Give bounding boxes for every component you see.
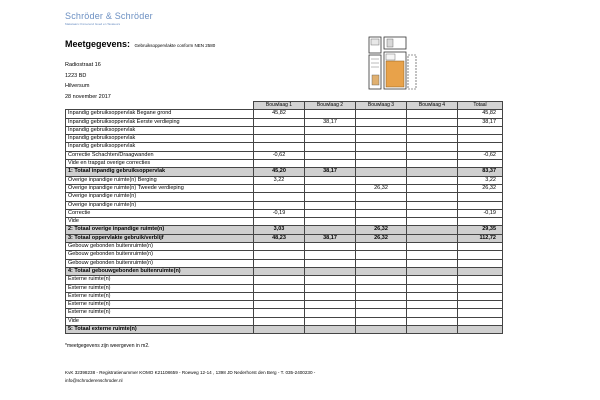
row-value-cell xyxy=(407,234,458,242)
row-value-cell xyxy=(407,126,458,134)
row-label: 1: Totaal inpandig gebruiksoppervlak xyxy=(66,168,254,176)
row-value-cell xyxy=(356,143,407,151)
row-value-cell xyxy=(356,110,407,118)
page-title: Meetgegevens: xyxy=(65,39,131,49)
footnote: *meetgegevens zijn weergeven in m2. xyxy=(65,343,150,349)
row-value-cell xyxy=(356,292,407,300)
row-value-cell xyxy=(407,218,458,226)
footer-company-line: KvK 32398238 - Registratienummer KOMO K21108659 - Roeweg 12-14 , 1398 JD Nederhorst den Berg - T. 035-2400230 - xyxy=(65,370,316,375)
row-value-cell xyxy=(356,301,407,309)
row-label: Externe ruimte(n) xyxy=(66,309,254,317)
table-row xyxy=(66,201,503,209)
row-value-cell xyxy=(356,284,407,292)
address-city: Hilversum xyxy=(65,83,90,89)
table-row xyxy=(66,193,503,201)
row-label: 3: Totaal oppervlakte gebruik/verblijf xyxy=(66,234,254,242)
address-block xyxy=(65,60,111,102)
row-label: Overige inpandige ruimte(n) Berging xyxy=(66,176,254,184)
row-label: Correctie Schachten/Draagwanden xyxy=(66,151,254,159)
row-total-cell xyxy=(458,243,503,251)
row-total-cell: 29,35 xyxy=(458,226,503,234)
table-summary-row xyxy=(66,267,503,275)
row-value-cell xyxy=(407,276,458,284)
row-value-cell xyxy=(356,309,407,317)
row-total-cell xyxy=(458,317,503,325)
table-row xyxy=(66,276,503,284)
row-value-cell xyxy=(407,309,458,317)
row-value-cell xyxy=(356,168,407,176)
row-value-cell xyxy=(407,226,458,234)
row-label: Gebouw gebonden buitenruimte(n) xyxy=(66,259,254,267)
row-value-cell xyxy=(305,326,356,334)
row-value-cell xyxy=(356,135,407,143)
row-value-cell xyxy=(254,284,305,292)
row-value-cell xyxy=(356,317,407,325)
row-value-cell: 38,17 xyxy=(305,118,356,126)
row-value-cell xyxy=(254,251,305,259)
table-row xyxy=(66,184,503,192)
row-label: Vide en trapgat overige correcties xyxy=(66,160,254,168)
row-value-cell xyxy=(407,168,458,176)
table-row xyxy=(66,118,503,126)
row-value-cell: 26,32 xyxy=(356,184,407,192)
row-total-cell: 3,22 xyxy=(458,176,503,184)
row-value-cell xyxy=(407,176,458,184)
row-total-cell: 83,37 xyxy=(458,168,503,176)
table-header-row xyxy=(66,102,503,110)
row-value-cell xyxy=(305,126,356,134)
row-value-cell xyxy=(254,267,305,275)
row-total-cell xyxy=(458,259,503,267)
row-value-cell xyxy=(305,317,356,325)
row-value-cell xyxy=(407,184,458,192)
table-header-cell: Totaal xyxy=(458,102,503,110)
row-value-cell xyxy=(407,160,458,168)
row-value-cell xyxy=(407,284,458,292)
page-footer xyxy=(65,369,465,385)
row-value-cell xyxy=(305,243,356,251)
row-value-cell xyxy=(356,259,407,267)
table-row xyxy=(66,243,503,251)
row-value-cell xyxy=(407,259,458,267)
table-row xyxy=(66,292,503,300)
row-label: Vide xyxy=(66,218,254,226)
row-value-cell: 38,17 xyxy=(305,168,356,176)
row-label: Gebouw gebonden buitenruimte(n) xyxy=(66,243,254,251)
row-total-cell xyxy=(458,276,503,284)
row-value-cell: 3,03 xyxy=(254,226,305,234)
row-value-cell xyxy=(407,317,458,325)
row-value-cell xyxy=(356,276,407,284)
row-value-cell xyxy=(305,267,356,275)
table-row xyxy=(66,143,503,151)
row-value-cell xyxy=(356,201,407,209)
brand-tagline: Makelaars Onroerend Goed en Taxateurs xyxy=(65,22,121,26)
row-value-cell xyxy=(305,276,356,284)
row-label: Externe ruimte(n) xyxy=(66,284,254,292)
table-header-cell: Bouwlaag 4 xyxy=(407,102,458,110)
row-total-cell: 38,17 xyxy=(458,118,503,126)
table-row xyxy=(66,126,503,134)
row-value-cell xyxy=(356,151,407,159)
row-value-cell xyxy=(305,201,356,209)
row-value-cell xyxy=(305,160,356,168)
brand-logo xyxy=(65,11,155,26)
row-value-cell xyxy=(407,267,458,275)
row-value-cell xyxy=(254,292,305,300)
row-value-cell xyxy=(407,292,458,300)
row-label: Overige inpandige ruimte(n) xyxy=(66,201,254,209)
table-row xyxy=(66,176,503,184)
row-value-cell xyxy=(254,126,305,134)
row-value-cell: 45,82 xyxy=(254,110,305,118)
table-summary-row xyxy=(66,226,503,234)
row-value-cell xyxy=(254,309,305,317)
row-total-cell xyxy=(458,126,503,134)
row-value-cell xyxy=(305,284,356,292)
row-value-cell xyxy=(356,243,407,251)
row-total-cell xyxy=(458,301,503,309)
row-value-cell xyxy=(254,135,305,143)
row-total-cell xyxy=(458,193,503,201)
table-summary-row xyxy=(66,234,503,242)
row-value-cell xyxy=(356,126,407,134)
row-value-cell: 48,23 xyxy=(254,234,305,242)
table-header-cell: Bouwlaag 3 xyxy=(356,102,407,110)
row-value-cell xyxy=(305,135,356,143)
row-total-cell xyxy=(458,251,503,259)
row-label: Gebouw gebonden buitenruimte(n) xyxy=(66,251,254,259)
address-postcode: 1223 BD xyxy=(65,72,87,79)
row-value-cell: 45,20 xyxy=(254,168,305,176)
table-header-cell: Bouwlaag 1 xyxy=(254,102,305,110)
row-value-cell xyxy=(254,201,305,209)
row-value-cell xyxy=(305,218,356,226)
row-label: Inpandig gebruiksoppervlak xyxy=(66,143,254,151)
row-value-cell xyxy=(356,209,407,217)
row-value-cell xyxy=(356,118,407,126)
row-value-cell xyxy=(305,209,356,217)
row-total-cell xyxy=(458,292,503,300)
row-total-cell: 112,72 xyxy=(458,234,503,242)
row-value-cell xyxy=(407,326,458,334)
row-value-cell: -0,19 xyxy=(254,209,305,217)
table-row xyxy=(66,110,503,118)
table-row xyxy=(66,160,503,168)
row-value-cell xyxy=(356,267,407,275)
row-total-cell xyxy=(458,284,503,292)
table-row xyxy=(66,218,503,226)
row-total-cell xyxy=(458,143,503,151)
row-value-cell xyxy=(254,301,305,309)
row-total-cell: 26,32 xyxy=(458,184,503,192)
table-row xyxy=(66,209,503,217)
table-row xyxy=(66,151,503,159)
row-label: Correctie xyxy=(66,209,254,217)
row-label: 2: Totaal overige inpandige ruimte(n) xyxy=(66,226,254,234)
row-value-cell xyxy=(407,251,458,259)
row-value-cell xyxy=(356,218,407,226)
row-value-cell xyxy=(407,151,458,159)
row-label: Overige inpandige ruimte(n) xyxy=(66,193,254,201)
row-total-cell xyxy=(458,201,503,209)
measurement-table xyxy=(65,101,503,334)
address-street: Radiostraat 16 xyxy=(65,62,101,68)
table-row xyxy=(66,251,503,259)
row-value-cell xyxy=(407,243,458,251)
row-value-cell xyxy=(407,110,458,118)
row-value-cell xyxy=(407,201,458,209)
row-value-cell xyxy=(254,193,305,201)
row-value-cell xyxy=(254,317,305,325)
row-value-cell: 3,22 xyxy=(254,176,305,184)
row-label: Externe ruimte(n) xyxy=(66,301,254,309)
row-value-cell xyxy=(305,151,356,159)
floorplan-thumbnail-icon xyxy=(367,35,419,92)
row-value-cell: 26,32 xyxy=(356,234,407,242)
row-label: Inpandig gebruiksoppervlak xyxy=(66,135,254,143)
row-value-cell xyxy=(254,243,305,251)
row-value-cell xyxy=(407,143,458,151)
row-value-cell: -0,62 xyxy=(254,151,305,159)
row-value-cell xyxy=(254,160,305,168)
row-value-cell xyxy=(305,259,356,267)
table-row xyxy=(66,135,503,143)
row-value-cell xyxy=(305,176,356,184)
row-total-cell: 45,82 xyxy=(458,110,503,118)
row-value-cell xyxy=(305,193,356,201)
row-value-cell xyxy=(305,309,356,317)
row-total-cell xyxy=(458,160,503,168)
row-total-cell: -0,19 xyxy=(458,209,503,217)
row-value-cell xyxy=(254,276,305,284)
brand-name: Schröder & Schröder xyxy=(65,11,153,21)
row-value-cell xyxy=(305,226,356,234)
table-row xyxy=(66,284,503,292)
row-value-cell xyxy=(407,135,458,143)
footer-email: info@schroderenschroder.nl xyxy=(65,378,123,383)
row-value-cell xyxy=(305,110,356,118)
row-total-cell xyxy=(458,218,503,226)
row-total-cell: -0,62 xyxy=(458,151,503,159)
row-total-cell xyxy=(458,135,503,143)
table-summary-row xyxy=(66,326,503,334)
table-header-cell: Bouwlaag 2 xyxy=(305,102,356,110)
row-label: Inpandig gebruiksoppervlak Begane grond xyxy=(66,110,254,118)
row-value-cell xyxy=(356,326,407,334)
row-value-cell xyxy=(407,209,458,217)
row-label: 4: Totaal gebouwgebonden buitenruimte(n) xyxy=(66,267,254,275)
row-value-cell xyxy=(407,118,458,126)
table-header-empty xyxy=(66,102,254,110)
table-row xyxy=(66,301,503,309)
row-value-cell xyxy=(305,143,356,151)
row-label: Inpandig gebruiksoppervlak xyxy=(66,126,254,134)
row-value-cell xyxy=(407,301,458,309)
page-subtitle: Gebruiksoppervlakte conform NEN 2580 xyxy=(134,43,216,48)
row-value-cell xyxy=(356,160,407,168)
row-label: Vide xyxy=(66,317,254,325)
row-value-cell xyxy=(305,301,356,309)
row-value-cell xyxy=(305,251,356,259)
row-label: 5: Totaal externe ruimte(n) xyxy=(66,326,254,334)
row-total-cell xyxy=(458,267,503,275)
row-value-cell xyxy=(356,251,407,259)
row-value-cell xyxy=(254,259,305,267)
table-summary-row xyxy=(66,168,503,176)
table-row xyxy=(66,259,503,267)
row-total-cell xyxy=(458,309,503,317)
row-value-cell: 38,17 xyxy=(305,234,356,242)
row-value-cell xyxy=(407,193,458,201)
row-value-cell xyxy=(305,292,356,300)
row-value-cell xyxy=(254,184,305,192)
row-label: Externe ruimte(n) xyxy=(66,276,254,284)
document-heading xyxy=(65,34,215,52)
row-total-cell xyxy=(458,326,503,334)
row-value-cell xyxy=(254,143,305,151)
row-value-cell xyxy=(305,184,356,192)
row-label: Inpandig gebruiksoppervlak Eerste verdieping xyxy=(66,118,254,126)
row-value-cell: 26,32 xyxy=(356,226,407,234)
document-date: 28 november 2017 xyxy=(65,93,111,100)
row-value-cell xyxy=(254,118,305,126)
table-row xyxy=(66,317,503,325)
row-value-cell xyxy=(356,176,407,184)
row-value-cell xyxy=(356,193,407,201)
table-row xyxy=(66,309,503,317)
row-value-cell xyxy=(254,326,305,334)
row-label: Overige inpandige ruimte(n) Tweede verdieping xyxy=(66,184,254,192)
row-label: Externe ruimte(n) xyxy=(66,292,254,300)
row-value-cell xyxy=(254,218,305,226)
